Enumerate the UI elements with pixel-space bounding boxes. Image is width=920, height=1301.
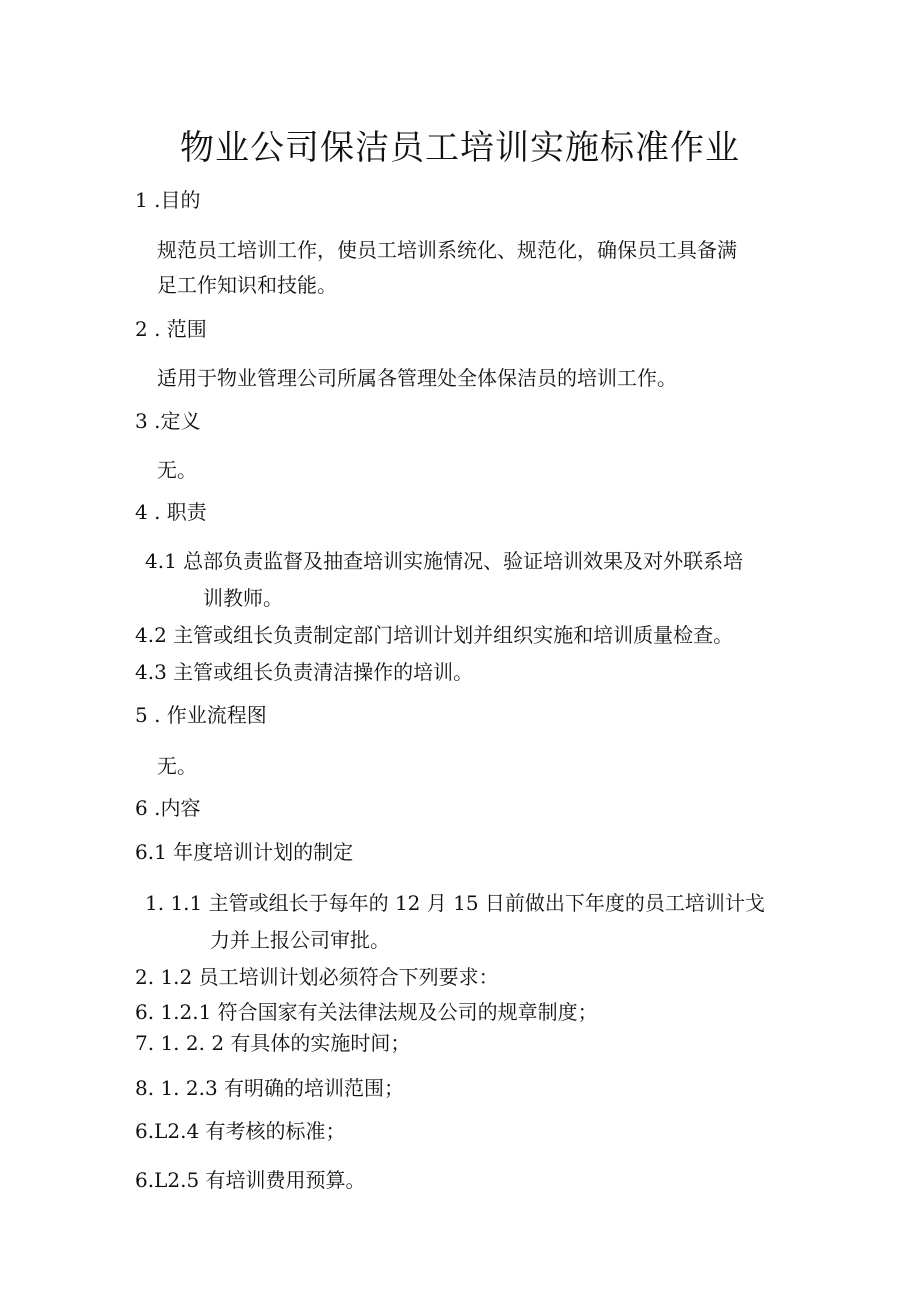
content-item-1-2-5: 6.L2.5 有培训费用预算。 bbox=[135, 1168, 366, 1192]
scope-text: 适用于物业管理公司所属各管理处全体保洁员的培训工作。 bbox=[157, 366, 677, 390]
responsibility-item-4-2: 4.2 主管或组长负责制定部门培训计划并组织实施和培训质量检查。 bbox=[135, 623, 734, 647]
content-item-1-2-2: 7. 1. 2. 2 有具体的实施时间； bbox=[135, 1031, 411, 1055]
content-item-1-2-3: 8. 1. 2.3 有明确的培训范围； bbox=[135, 1076, 405, 1100]
content-item-1-1-line-1: 1. 1.1 主管或组长于每年的 12 月 15 日前做出下年度的员工培训计戈 bbox=[145, 891, 765, 915]
purpose-text-line-1: 规范员工培训工作，使员工培训系统化、规范化，确保员工具备满 bbox=[157, 238, 737, 262]
section-heading-definition: 3 .定义 bbox=[135, 409, 201, 433]
definition-text: 无。 bbox=[157, 458, 197, 482]
content-item-1-2-4: 6.L2.4 有考核的标准； bbox=[135, 1119, 346, 1143]
content-item-1-2-1: 6. 1.2.1 符合国家有关法律法规及公司的规章制度； bbox=[135, 1000, 598, 1024]
content-subheading-6-1: 6.1 年度培训计划的制定 bbox=[135, 840, 354, 864]
flowchart-text: 无。 bbox=[157, 754, 197, 778]
section-heading-flowchart: 5 . 作业流程图 bbox=[135, 703, 267, 727]
responsibility-item-4-1-line-1: 4.1 总部负责监督及抽查培训实施情况、验证培训效果及对外联系培 bbox=[145, 549, 744, 573]
document-title: 物业公司保洁员工培训实施标准作业 bbox=[180, 128, 740, 168]
responsibility-item-4-1-line-2: 训教师。 bbox=[203, 586, 283, 610]
section-heading-purpose: 1 .目的 bbox=[135, 188, 201, 212]
section-heading-scope: 2 . 范围 bbox=[135, 317, 207, 341]
section-heading-content: 6 .内容 bbox=[135, 796, 201, 820]
content-item-1-2: 2. 1.2 员工培训计划必须符合下列要求： bbox=[135, 965, 499, 989]
responsibility-item-4-3: 4.3 主管或组长负责清洁操作的培训。 bbox=[135, 660, 474, 684]
section-heading-responsibility: 4 . 职责 bbox=[135, 500, 207, 524]
content-item-1-1-line-2: 力并上报公司审批。 bbox=[210, 928, 390, 952]
purpose-text-line-2: 足工作知识和技能。 bbox=[157, 273, 337, 297]
